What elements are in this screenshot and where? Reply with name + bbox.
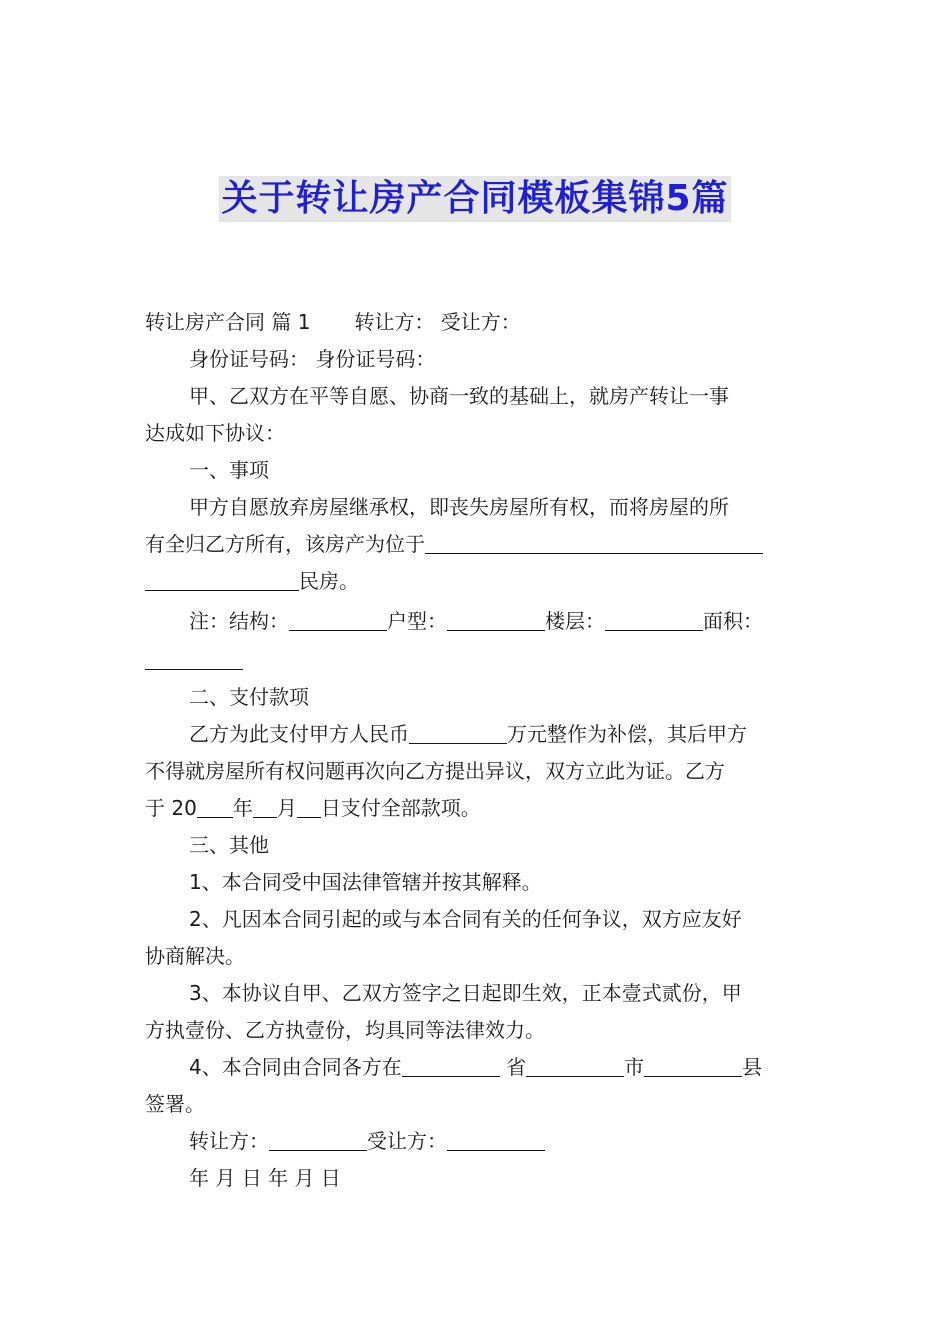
paragraph-line <box>145 790 807 827</box>
blank-field <box>145 568 299 591</box>
section-heading <box>145 827 807 864</box>
section-heading-text: 一、事项 <box>189 458 269 482</box>
contract-heading: 转让房产合同 篇 1 <box>145 310 311 334</box>
paragraph-line <box>145 563 807 600</box>
blank-field <box>297 795 321 818</box>
signature-line <box>145 1123 807 1160</box>
contract-heading-line <box>145 304 807 341</box>
paragraph-line <box>145 938 807 975</box>
date-line <box>145 1160 807 1197</box>
floor-label: 楼层： <box>545 609 605 633</box>
province-label: 省 <box>499 1055 527 1079</box>
blank-field <box>526 1054 624 1077</box>
transferor-label: 转让方： <box>189 1129 269 1153</box>
section-heading-text: 二、支付款项 <box>189 685 309 709</box>
paragraph-text: 4、本合同由合同各方在 <box>189 1055 402 1079</box>
paragraph-line <box>145 864 807 901</box>
layout-label: 户型： <box>387 609 447 633</box>
paragraph-text: 达成如下协议： <box>145 421 285 445</box>
area-label: 面积： <box>703 609 763 633</box>
paragraph-text: 签署。 <box>145 1092 205 1116</box>
paragraph-line <box>145 642 807 679</box>
structure-line <box>145 600 807 642</box>
blank-field <box>644 1054 742 1077</box>
blank-field <box>289 608 387 631</box>
paragraph-line <box>145 415 807 452</box>
paragraph-text: 于 20 <box>145 796 197 820</box>
paragraph-text: 协商解决。 <box>145 944 245 968</box>
paragraph-text: 不得就房屋所有权问题再次向乙方提出异议，双方立此为证。乙方 <box>145 759 725 783</box>
section-heading-text: 三、其他 <box>189 833 269 857</box>
paragraph-text: 年 <box>232 796 253 820</box>
paragraph-text: 3、本协议自甲、乙双方签字之日起即生效，正本壹式贰份，甲 <box>189 981 742 1005</box>
structure-label: 注：结构： <box>189 609 289 633</box>
paragraph-text: 民房。 <box>299 569 359 593</box>
paragraph-line <box>145 1049 807 1086</box>
paragraph-text: 日支付全部款项。 <box>320 796 481 820</box>
section-heading <box>145 679 807 716</box>
document-title-text: 关于转让房产合同模板集锦5篇 <box>219 176 730 222</box>
city-label: 市 <box>624 1055 645 1079</box>
blank-field <box>425 531 763 554</box>
paragraph-text: 万元整作为补偿，其后甲方 <box>507 722 747 746</box>
paragraph-text: 乙方为此支付甲方人民币 <box>189 722 409 746</box>
paragraph-text: 方执壹份、乙方执壹份，均具同等法律效力。 <box>145 1018 545 1042</box>
blank-field <box>197 795 233 818</box>
id-number-line <box>145 341 807 378</box>
paragraph-line <box>145 901 807 938</box>
paragraph-line <box>145 975 807 1012</box>
paragraph-line <box>145 526 807 563</box>
transferee-label: 受让方： <box>367 1129 447 1153</box>
document-body <box>145 304 807 1197</box>
paragraph-line <box>145 378 807 415</box>
parties-label: 转让方： 受让方： <box>354 310 521 334</box>
paragraph-text: 月 <box>276 796 297 820</box>
paragraph-line <box>145 489 807 526</box>
paragraph-text: 甲、乙双方在平等自愿、协商一致的基础上，就房产转让一事 <box>189 384 729 408</box>
paragraph-line <box>145 716 807 753</box>
blank-field <box>145 647 243 670</box>
blank-field <box>447 608 545 631</box>
date-text: 年 月 日 年 月 日 <box>189 1166 341 1190</box>
section-heading <box>145 452 807 489</box>
blank-field <box>402 1054 500 1077</box>
blank-field <box>269 1128 367 1151</box>
county-label: 县 <box>742 1055 763 1079</box>
paragraph-text: 有全归乙方所有，该房产为位于 <box>145 532 425 556</box>
paragraph-text: 甲方自愿放弃房屋继承权，即丧失房屋所有权，而将房屋的所 <box>189 495 729 519</box>
id-number-text: 身份证号码： 身份证号码： <box>189 347 436 371</box>
paragraph-line <box>145 753 807 790</box>
paragraph-line <box>145 1012 807 1049</box>
blank-field <box>605 608 703 631</box>
paragraph-line <box>145 1086 807 1123</box>
blank-field <box>253 795 277 818</box>
blank-field <box>409 721 507 744</box>
document-title <box>0 176 950 222</box>
paragraph-text: 2、凡因本合同引起的或与本合同有关的任何争议，双方应友好 <box>189 907 742 931</box>
paragraph-text: 1、本合同受中国法律管辖并按其解释。 <box>189 870 542 894</box>
blank-field <box>447 1128 545 1151</box>
